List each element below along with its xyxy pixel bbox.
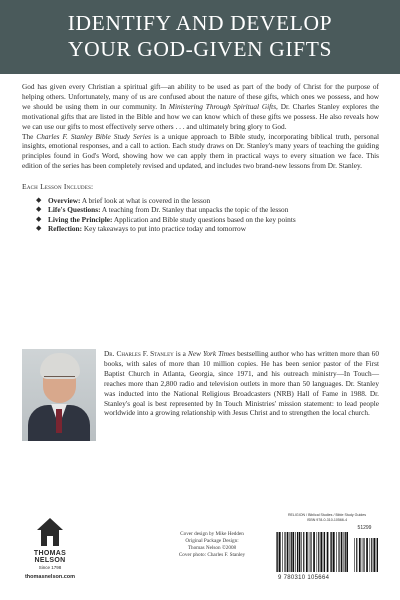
list-item: ◆ Reflection: Key takeaways to put into practice today and tomorrow (36, 224, 246, 234)
price-barcode-bars (354, 538, 378, 572)
author-bio: Dr. Charles F. Stanley is a New York Times bestselling author who has written more than 60 books, with sales of more than 10 million copies. He has been senior pastor of the First Baptist Church in Atlanta, Georgia, since 1971, and his outreach ministry—In Touch—reaches more than 2,800 radio and television outlets in more than 50 languages. Dr. Stanley was inducted into the National Religious Broadcasters (NRB) Hall of Fame in 1988. Dr. Stanley's goal is best represented by In Touch Ministries' mission statement: to lead people worldwide into a growing relationship with Jesus Christ and to strengthen the local church. (104, 349, 379, 418)
bullet-icon: ◆ (36, 224, 42, 233)
publisher-url: thomasnelson.com (24, 574, 76, 580)
isbn-barcode (276, 513, 378, 581)
publisher-since: Since 1798 (38, 565, 62, 570)
price-code: 51299 (357, 525, 372, 532)
barcode-number: 9 780310 105664 (278, 575, 330, 582)
isbn-label: ISBN 978-0-310-10566-4 (306, 517, 348, 522)
design-credits: Cover design by Mike Hedden Original Package Design: Thomas Nelson ©2008 Cover photo: Charles F. Stanley (178, 531, 246, 558)
author-name: Dr. Charles F. Stanley (104, 349, 174, 358)
bullet-icon: ◆ (36, 205, 42, 214)
author-photo (22, 349, 96, 441)
intro-text-b: , Dr. Charles Stanley explores the motivational gifts that are listed in the Bible and how we can know which of these gifts we possess. He also reveals how we can use our gifts to most effectively serve others . . . and ultimately bring glory to God. (22, 101, 379, 131)
nyt-italic: New York Times (187, 349, 236, 358)
bullet-icon: ◆ (36, 214, 42, 223)
list-item: ◆ Living the Principle: Application and Bible study questions based on the key points (36, 214, 296, 224)
back-cover-header (0, 0, 400, 74)
barcode-bars (276, 532, 348, 572)
list-item: ◆ Life's Questions: A teaching from Dr. Stanley that unpacks the topic of the lesson (36, 205, 289, 215)
headline-line-2: YOUR GOD-GIVEN GIFTS (67, 37, 333, 61)
series-paragraph (22, 132, 379, 172)
intro-paragraph (22, 82, 379, 132)
headline-line-1: IDENTIFY AND DEVELOP (67, 11, 333, 35)
series-prefix: The (22, 131, 37, 141)
lesson-features-list (22, 196, 379, 233)
category-label: RELIGION / Biblical Studies / Bible Study Guides (287, 513, 367, 517)
publisher-name: THOMAS NELSON (33, 550, 67, 564)
lesson-includes-heading: Each Lesson Includes: (22, 182, 94, 192)
book-title-italic: Ministering Through Spiritual Gifts (168, 101, 277, 111)
description-column (22, 82, 379, 233)
list-item: ◆ Overview: A brief look at what is covered in the lesson (36, 196, 211, 206)
publisher-logo (22, 518, 78, 580)
series-text: is a unique approach to Bible study, incorporating biblical truth, personal insights, emotional responses, and a call to action. Each study draws on Dr. Stanley's many years of teaching the guiding principles found in God's Word, showing how we can apply them in practical ways to every situation we face. This edition of the series has been completely revised and updated, and includes two brand-new lessons from Dr. Stanley. (22, 131, 380, 171)
series-name-italic: Charles F. Stanley Bible Study Series (36, 131, 151, 141)
bullet-icon: ◆ (36, 196, 42, 205)
house-icon (37, 518, 63, 548)
intro-text-a: God has given every Christian a spiritual gift—an ability to be used as part of the body of Christ for the purpose of helping others. Unfortunately, many of us are confused about the nature of these gifts, which ones we possess, and how we should be using them in our community. In (22, 82, 379, 111)
